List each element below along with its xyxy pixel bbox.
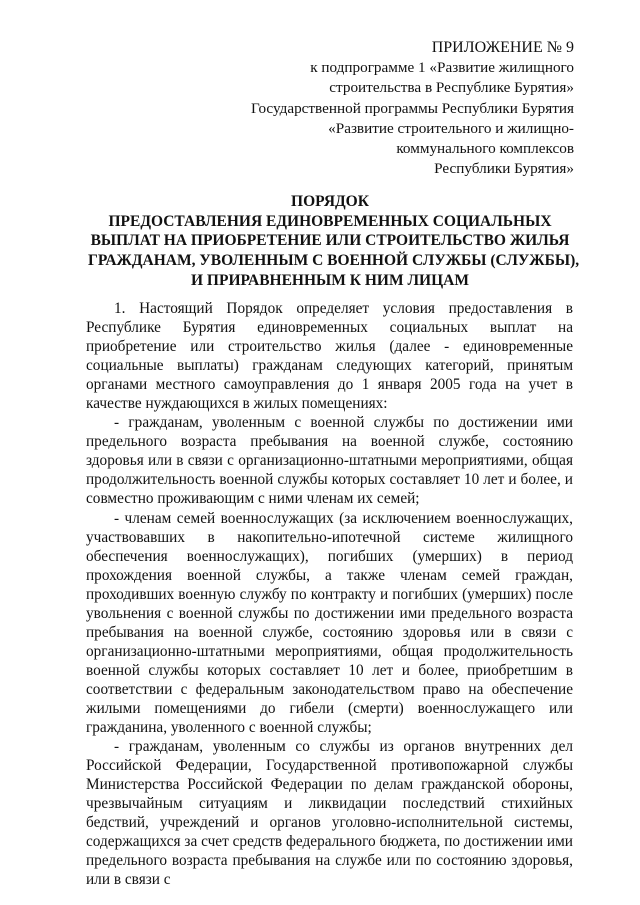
annex-line: к подпрограмме 1 «Развитие жилищного	[310, 59, 574, 77]
annex-line: Государственной программы Республики Бурятия	[251, 99, 574, 117]
title-line: ПРЕДОСТАВЛЕНИЯ ЕДИНОВРЕМЕННЫХ СОЦИАЛЬНЫХ	[108, 212, 552, 230]
body-paragraph: - гражданам, уволенным с военной службы по достижении ими предельного возраста пребывания на военной службе, состоянию здоровья или в связи с организационно-штатными мероприятиями, общая продолжительность военной службы которых составляет 10 лет и более, и совместно проживающим с ними членам их семей;	[86, 414, 573, 508]
body-paragraph: 1. Настоящий Порядок определяет условия предоставления в Республике Бурятия единовременных социальных выплат на приобретение или строительство жилья (далее - единовременные социальные выплаты) гражданам следующих категорий, принятым органами местного самоуправления до 1 января 2005 года на учет в качестве нуждающихся в жилых помещениях:	[86, 300, 573, 413]
body-paragraph: - гражданам, уволенным со службы из органов внутренних дел Российской Федерации, Государственной противопожарной службы Министерства Российской Федерации по делам гражданской обороны, чрезвычайным ситуациям и ликвидации последствий стихийных бедствий, учреждений и органов уголовно-исполнительной системы, содержащихся за счет средств федерального бюджета, по достижении ими предельного возраста пребывания на службе или по состоянию здоровья, или в связи с	[86, 738, 573, 889]
body-paragraph: - членам семей военнослужащих (за исключением военнослужащих, участвовавших в накопительно-ипотечной системе жилищного обеспечения военнослужащих), погибших (умерших) в период прохождения военной службы, а также членам семей граждан, проходивших военную службу по контракту и погибших (умерших) после увольнения с военной службы по достижении ими предельного возраста пребывания на военной службе, состоянию здоровья или в связи с организационно-штатными мероприятиями, общая продолжительность военной службы которых составляет 10 лет и более, приобретшим в соответствии с федеральным законодательством право на обеспечение жилыми помещениями до гибели (смерти) военнослужащего или гражданина, уволенного с военной службы;	[86, 509, 573, 737]
annex-line: «Развитие строительного и жилищно-	[328, 119, 574, 137]
title-line: И ПРИРАВНЕННЫМ К НИМ ЛИЦАМ	[191, 271, 469, 289]
annex-line: строительства в Республике Бурятия»	[329, 79, 574, 97]
annex-line: коммунального комплексов	[396, 140, 574, 158]
title-line: ВЫПЛАТ НА ПРИОБРЕТЕНИЕ ИЛИ СТРОИТЕЛЬСТВО ЖИЛЬЯ	[90, 232, 570, 250]
title-line: ГРАЖДАНАМ, УВОЛЕННЫМ С ВОЕННОЙ СЛУЖБЫ (СЛУЖБЫ),	[88, 252, 580, 270]
annex-header	[214, 38, 574, 179]
annex-line: Республики Бурятия»	[434, 160, 574, 178]
annex-number: ПРИЛОЖЕНИЕ № 9	[431, 39, 574, 56]
document-body	[86, 299, 573, 889]
document-title	[88, 192, 580, 291]
title-line: ПОРЯДОК	[291, 193, 369, 210]
